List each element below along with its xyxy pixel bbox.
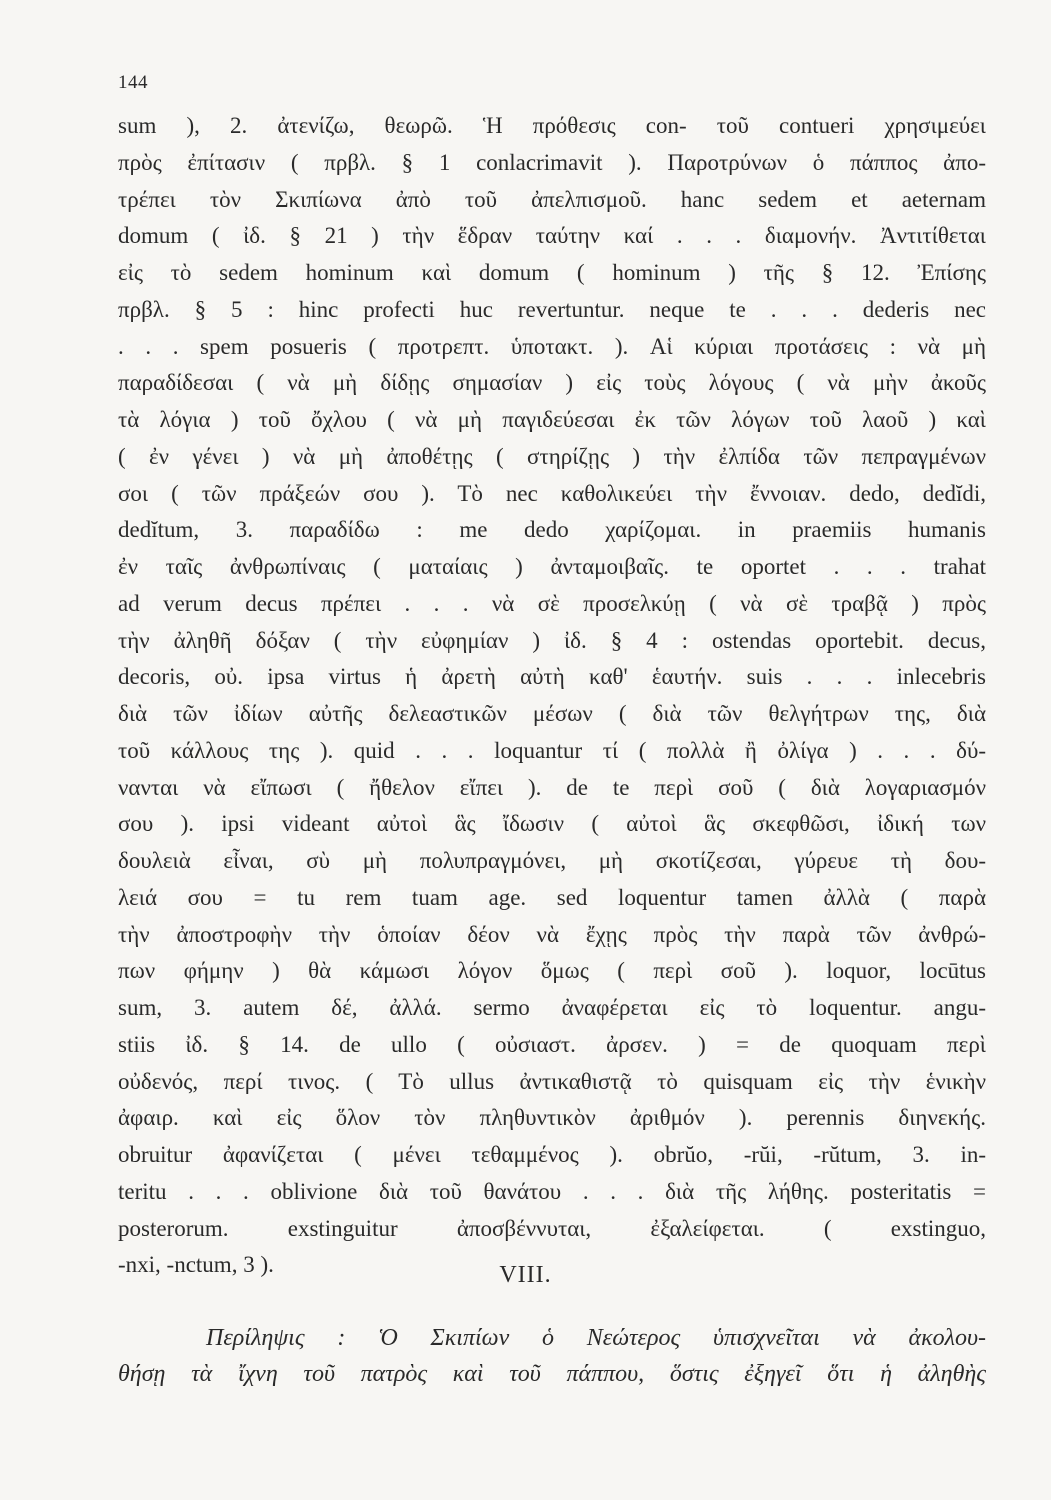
text-line: διὰ τῶν ἰδίων αὐτῆς δελεαστικῶν μέσων ( διὰ τῶν θελγήτρων της, διὰ [118, 701, 986, 726]
text-line: εἰς τὸ sedem hominum καὶ domum ( hominum ) τῆς § 12. Ἐπίσης [118, 260, 986, 285]
text-line: οὐδενός, περί τινος. ( Τὸ ullus ἀντικαθιστᾷ τὸ quisquam εἰς τὴν ἑνικὴν [118, 1068, 986, 1094]
text-line: ἐν ταῖς ἀνθρωπίναις ( ματαίαις ) ἀνταμοιβαῖς. te oportet . . . trahat [118, 554, 986, 579]
text-line: ad verum decus πρέπει . . . νὰ σὲ προσελκύῃ ( νὰ σὲ τραβᾷ ) πρὸς [118, 590, 986, 616]
text-line: σοι ( τῶν πράξεών σου ). Τὸ nec καθολικεύει τὴν ἔννοιαν. dedo, dedĭdi, [118, 480, 986, 506]
text-line: sum, 3. autem δέ, ἀλλά. sermo ἀναφέρεται εἰς τὸ loquentur. angu- [118, 995, 986, 1020]
section-heading: VIII. [499, 1262, 552, 1288]
text-line: τὴν ἀληθῆ δόξαν ( τὴν εὐφημίαν ) ἰδ. § 4 : ostendas oportebit. decus, [118, 627, 986, 653]
text-line: παραδίδεσαι ( νὰ μὴ δίδῃς σημασίαν ) εἰς τοὺς λόγους ( νὰ μὴν ἀκοῦς [118, 370, 986, 396]
text-line: obruitur ἀφανίζεται ( μένει τεθαμμένος ). obrŭo, -rŭi, -rŭtum, 3. in- [118, 1142, 986, 1167]
text-line: τοῦ κάλλους της ). quid . . . loquantur τί ( πολλὰ ἢ ὀλίγα ) . . . δύ- [118, 737, 986, 763]
text-line: λειά σου = tu rem tuam age. sed loquentur tamen ἀλλὰ ( παρὰ [118, 884, 986, 910]
text-line: πρὸς ἐπίτασιν ( πρβλ. § 1 conlacrimavit ). Παροτρύνων ὁ πάππος ἀπο- [118, 149, 986, 175]
text-line: . . . spem posueris ( προτρεπτ. ὑποτακτ. ). Αἱ κύριαι προτάσεις : νὰ μὴ [118, 333, 986, 359]
text-line: -nxi, -nctum, 3 ). [118, 1252, 274, 1278]
text-line: ἀφαιρ. καὶ εἰς ὅλον τὸν πληθυντικὸν ἀριθμόν ). perennis διηνεκής. [118, 1105, 986, 1131]
summary-line: θήσῃ τὰ ἴχνη τοῦ πατρὸς καὶ τοῦ πάππου, ὅστις ἐξηγεῖ ὅτι ἡ ἀληθὴς [118, 1361, 986, 1387]
text-line: πων φήμην ) θὰ κάμωσι λόγον ὅμως ( περὶ σοῦ ). loquor, locūtus [118, 958, 986, 984]
text-line: dedĭtum, 3. παραδίδω : me dedo χαρίζομαι. in praemiis humanis [118, 517, 986, 543]
text-line: teritu . . . oblivione διὰ τοῦ θανάτου . . . διὰ τῆς λήθης. posteritatis = [118, 1178, 986, 1204]
text-line: sum ), 2. ἀτενίζω, θεωρῶ. Ἡ πρόθεσις con- τοῦ contueri χρησιμεύει [118, 113, 986, 138]
text-line: σου ). ipsi videant αὐτοὶ ἃς ἴδωσιν ( αὐτοὶ ἃς σκεφθῶσι, ἰδική των [118, 811, 986, 837]
text-line: posterorum. exstinguitur ἀποσβέννυται, ἐξαλείφεται. ( exstinguo, [118, 1215, 986, 1241]
text-line: δουλειὰ εἶναι, σὺ μὴ πολυπραγμόνει, μὴ σκοτίζεσαι, γύρευε τὴ δου- [118, 848, 986, 873]
summary-line: Περίληψις : Ὁ Σκιπίων ὁ Νεώτερος ὑπισχνεῖται νὰ ἀκολου- [206, 1325, 986, 1351]
text-line: ( ἐν γένει ) νὰ μὴ ἀποθέτῃς ( στηρίζῃς ) τὴν ἐλπίδα τῶν πεπραγμένων [118, 443, 986, 469]
text-line: τρέπει τὸν Σκιπίωνα ἀπὸ τοῦ ἀπελπισμοῦ. hanc sedem et aeternam [118, 186, 986, 212]
text-line: domum ( ἰδ. § 21 ) τὴν ἕδραν ταύτην καί . . . διαμονήν. Ἀντιτίθεται [118, 223, 986, 249]
commentary-text [118, 108, 986, 1284]
text-line: decoris, οὐ. ipsa virtus ἡ ἀρετὴ αὐτὴ καθ' ἑαυτήν. suis . . . inlecebris [118, 664, 986, 690]
summary-text [118, 1320, 986, 1392]
page-number: 144 [118, 72, 148, 93]
text-line: τὰ λόγια ) τοῦ ὄχλου ( νὰ μὴ παγιδεύεσαι ἐκ τῶν λόγων τοῦ λαοῦ ) καὶ [118, 407, 986, 432]
text-line: stiis ἰδ. § 14. de ullo ( οὐσιαστ. ἀρσεν. ) = de quoquam περὶ [118, 1031, 986, 1057]
text-line: τὴν ἀποστροφὴν τὴν ὁποίαν δέον νὰ ἔχῃς πρὸς τὴν παρὰ τῶν ἀνθρώ- [118, 921, 986, 947]
text-line: πρβλ. § 5 : hinc profecti huc revertuntur. neque te . . . dederis nec [118, 296, 986, 322]
text-line: νανται νὰ εἴπωσι ( ἤθελον εἴπει ). de te περὶ σοῦ ( διὰ λογαριασμόν [118, 774, 986, 800]
